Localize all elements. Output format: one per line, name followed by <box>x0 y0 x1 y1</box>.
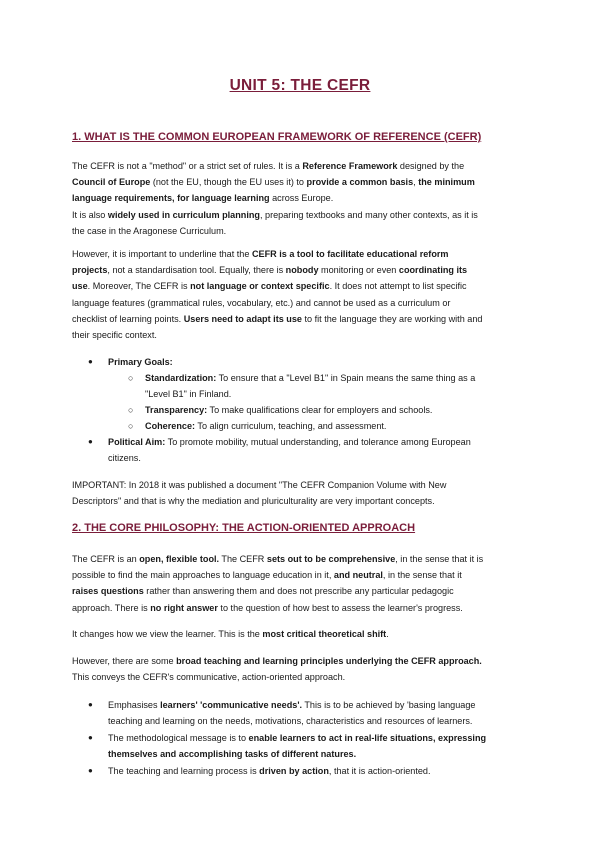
page-title: UNIT 5: THE CEFR <box>229 77 371 94</box>
circle-bullet-icon: ○ <box>128 373 134 383</box>
section-1-paragraph-2: However, it is important to underline that the CEFR is a tool to facilitate educational reform projects, not a standardisation tool. Equally, there is nobody monitoring or even coordinating its use. Moreover, The CEFR is not language or context specific. It does not attempt to list specific language features (grammatical rules, vocabulary, etc.) and cannot be used as a curriculum or checklist of learning points. Users need to adapt its use to fit the language they are working with and their specific context. <box>72 249 483 341</box>
circle-bullet-icon: ○ <box>128 421 134 431</box>
bullet-icon: ● <box>88 437 93 446</box>
section-1-paragraph-1: The CEFR is not a "method" or a strict set of rules. It is a Reference Framework designed by the Council of Europe (not the EU, though the EU uses it) to provide a common basis, the minimum language requirements, for language learning across Europe. It is also widely used in curriculum planning, preparing textbooks and many other contexts, as it is the case in the Aragonese Curriculum. <box>72 161 478 236</box>
section-1-heading: 1. WHAT IS THE COMMON EUROPEAN FRAMEWORK OF REFERENCE (CEFR) <box>72 131 482 143</box>
list-item-standardization: Standardization: To ensure that a "Level B1" in Spain means the same thing as a "Level B1" in Finland. <box>145 373 476 400</box>
list-item-coherence: Coherence: To align curriculum, teaching, and assessment. <box>145 421 387 431</box>
section-2-paragraph-3: However, there are some broad teaching and learning principles underlying the CEFR approach. This conveys the CEFR's communicative, action-oriented approach. <box>72 656 482 683</box>
section-2-heading: 2. THE CORE PHILOSOPHY: THE ACTION-ORIENTED APPROACH <box>72 522 416 534</box>
list-item-action-oriented: The teaching and learning process is driven by action, that it is action-oriented. <box>108 766 431 776</box>
list-item-communicative-needs: Emphasises learners' 'communicative needs'. This is to be achieved by 'basing language teaching and learning on the needs, motivations, characteristics and resources of learners. <box>108 700 476 727</box>
list-item-methodological-message: The methodological message is to enable learners to act in real-life situations, expressing themselves and accomplishing tasks of different natures. <box>108 733 487 760</box>
important-note: IMPORTANT: In 2018 it was published a document "The CEFR Companion Volume with New Descriptors" and that is why the mediation and pluriculturality are very important concepts. <box>72 480 447 507</box>
list-item-transparency: Transparency: To make qualifications clear for employers and schools. <box>145 405 433 415</box>
bullet-icon: ● <box>88 700 93 709</box>
list-item-primary-goals: Primary Goals: <box>108 357 173 367</box>
list-item-political-aim: Political Aim: To promote mobility, mutual understanding, and tolerance among European citizens. <box>108 437 471 464</box>
circle-bullet-icon: ○ <box>128 405 134 415</box>
section-2-paragraph-2: It changes how we view the learner. This is the most critical theoretical shift. <box>72 629 389 639</box>
bullet-icon: ● <box>88 733 93 742</box>
bullet-icon: ● <box>88 766 93 775</box>
bullet-icon: ● <box>88 357 93 366</box>
section-2-paragraph-1: The CEFR is an open, flexible tool. The CEFR sets out to be comprehensive, in the sense that it is possible to find the main approaches to language education in it, and neutral, in the sense that it raises questions rather than answering them and does not prescribe any particular pedagogic approach. There is no right answer to the question of how best to assess the learner's progress. <box>72 554 484 613</box>
